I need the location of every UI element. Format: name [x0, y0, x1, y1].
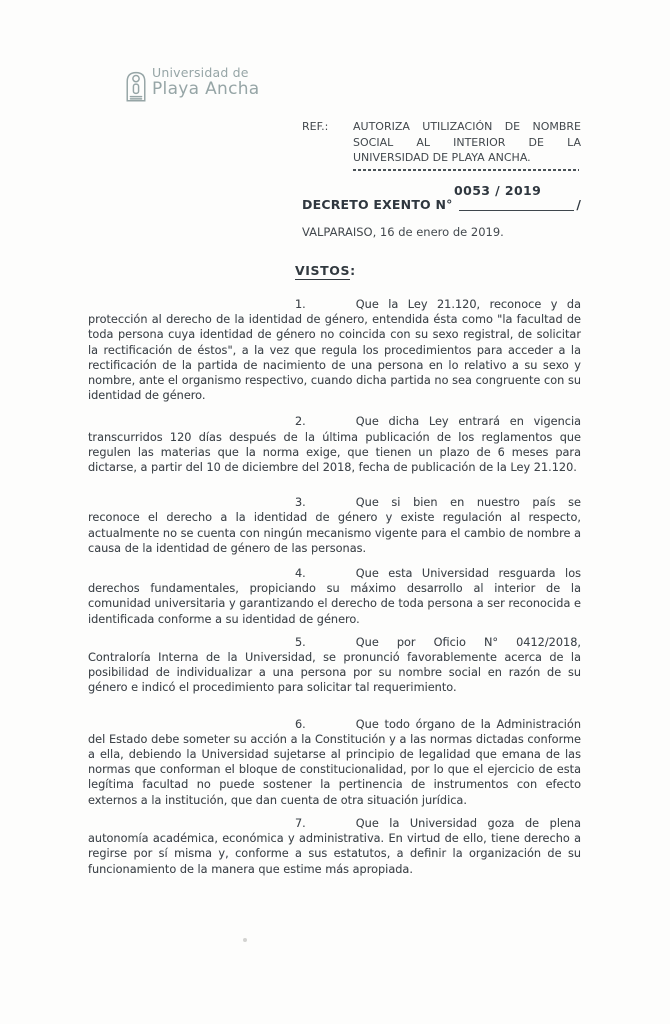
- clause-number: 5.: [295, 635, 306, 649]
- clause-paragraph-1: [88, 297, 581, 403]
- vistos-heading: [295, 263, 356, 278]
- clause-paragraph-5: [88, 635, 581, 696]
- reference-block: [302, 119, 581, 166]
- reference-text: AUTORIZA UTILIZACIÓN DE NOMBRE SOCIAL AL INTERIOR DE LA UNIVERSIDAD DE PLAYA ANCHA.: [353, 120, 581, 164]
- decree-title-row: [302, 197, 581, 212]
- vistos-heading-colon: :: [350, 263, 356, 278]
- university-logo: [124, 66, 260, 103]
- clause-number: 1.: [295, 298, 306, 311]
- dashed-divider: [353, 169, 579, 171]
- document-header: [302, 119, 581, 239]
- clause-paragraph-3: [88, 495, 581, 556]
- clause-paragraph-4: [88, 566, 581, 627]
- clause-number: 7.: [295, 816, 306, 830]
- clause-text: Que la Universidad goza de plena autonomía académica, económica y administrativa. En virtud de ello, tiene derecho a regirse por sí misma y, conforme a sus estatutos, a definir la organización de su funcionamiento de la manera que estime más apropiada.: [88, 816, 581, 876]
- clause-text: Que la Ley 21.120, reconoce y da protección al derecho de la identidad de género, entendida ésta como "la facultad de toda persona cuya identidad de género no coincida con su sexo registral, de solicitar la rectificación de éstos", a la vez que regula los procedimientos para acceder a la rectificación de la partida de nacimiento de una persona en lo relativo a su sexo y nombre, ante el organismo respectivo, cuando dicha partida no sea congruente con su identidad de género.: [88, 298, 581, 403]
- place-date-line: VALPARAISO, 16 de enero de 2019.: [302, 224, 504, 239]
- clause-text: Que esta Universidad resguarda los derechos fundamentales, propiciando su máximo desarrollo al interior de la comunidad universitaria y garantizando el derecho de toda persona a ser reconocida e identificada conforme a su identidad de género.: [88, 567, 581, 626]
- clause-text: Que si bien en nuestro país se reconoce el derecho a la identidad de género y existe regulación al respecto, actualmente no se cuenta con ningún mecanismo vigente para el cambio de nombre a causa de la identidad de género de las personas.: [88, 496, 581, 555]
- clause-paragraph-6: [88, 717, 581, 808]
- clause-paragraph-7: [88, 816, 581, 877]
- reference-label: REF.:: [302, 120, 329, 133]
- decree-blank-line: [459, 198, 575, 211]
- logo-line-2: Playa Ancha: [152, 79, 260, 99]
- decree-label: DECRETO EXENTO N°: [302, 196, 453, 212]
- clause-text: Que dicha Ley entrará en vigencia transcurridos 120 días después de la última publicación de los reglamentos que regulen las materias que la norma exige, que tienen un plazo de 6 meses para dictarse, a partir del 10 de diciembre del 2018, fecha de publicación de la Ley 21.120.: [88, 415, 581, 475]
- university-crest-icon: [124, 66, 148, 103]
- clauses-body: [88, 297, 581, 877]
- clause-text: Que por Oficio N° 0412/2018, Contraloría Interna de la Universidad, se pronunció favorablemente acerca de la posibilidad de individualizar a una persona por su nombre social en razón de su género e indicó el procedimiento para solicitar tal requerimiento.: [88, 635, 581, 695]
- clause-number: 4.: [295, 567, 306, 581]
- logo-text: [152, 66, 260, 98]
- decree-slash: /: [576, 196, 581, 212]
- clause-number: 2.: [295, 415, 306, 429]
- logo-line-1: Universidad de: [152, 65, 249, 80]
- scan-artifact: [243, 938, 247, 942]
- vistos-heading-text: VISTOS: [295, 263, 351, 278]
- clause-text: Que todo órgano de la Administración del Estado debe someter su acción a la Constitución y a las normas dictadas conforme a ella, debiendo la Universidad sujetarse al principio de legalidad que emana de las normas que conforman el bloque de constitucionalidad, por lo que el ejercicio de esta legítima facultad no puede sostener la pertinencia de instrumentos con efecto externos a la institución, que dan cuenta de otra situación jurídica.: [88, 717, 581, 807]
- clause-number: 6.: [295, 717, 306, 731]
- clause-number: 3.: [295, 496, 306, 510]
- clause-paragraph-2: [88, 414, 581, 475]
- decree-number: 0053 / 2019: [454, 182, 542, 198]
